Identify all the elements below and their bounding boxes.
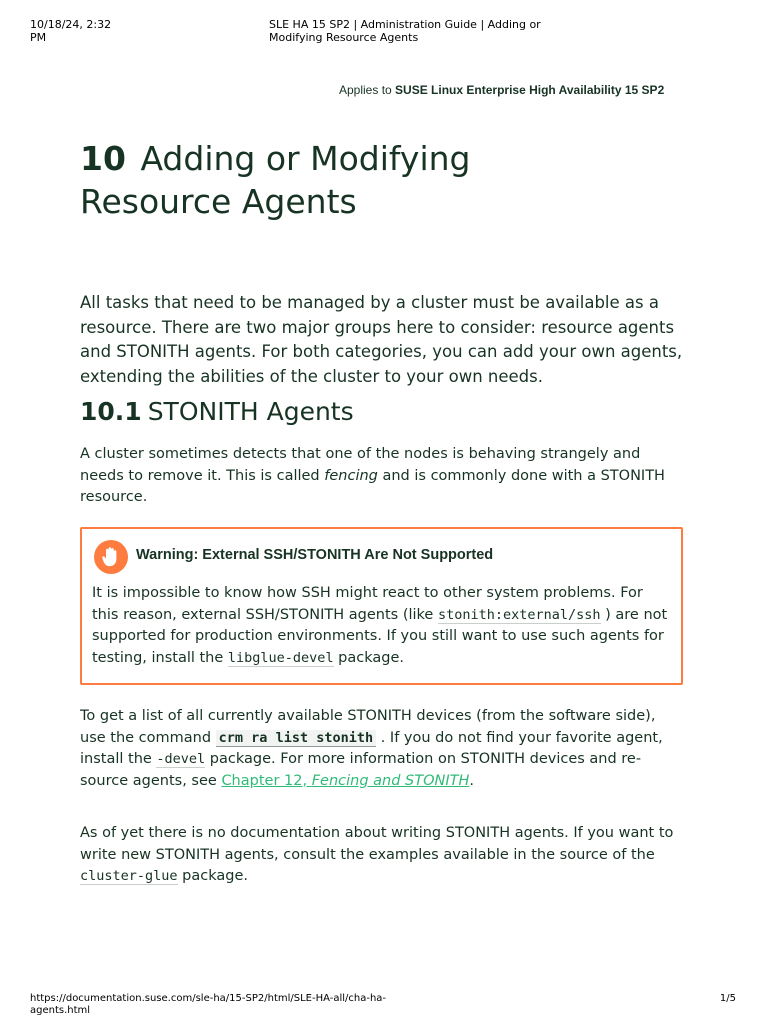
stonith-list-text-2: . If you do not find your favorite agent, install the <box>80 729 663 767</box>
hand-stop-icon <box>94 540 128 574</box>
warning-text-1: It is impossible to know how SSH might react to other system problems. For this reason, external SSH/STONITH agents (like <box>92 585 643 623</box>
fencing-text-2: and is commonly done with a STONITH resource. <box>80 467 665 505</box>
devel-code: -devel <box>156 751 206 767</box>
section-number: 10.1 <box>80 397 142 426</box>
stonith-list-text-3: package. For more information on STONITH devices and re- source agents, see <box>80 751 642 789</box>
applies-to-prefix: Applies to <box>339 83 392 97</box>
stonith-list-text-4: . <box>469 772 475 789</box>
print-date: 10/18/24, 2:32 PM <box>30 18 112 44</box>
print-page-number: 1/5 <box>719 993 736 1004</box>
crm-command: crm ra list stonith <box>216 730 376 747</box>
fencing-term: fencing <box>324 467 378 484</box>
section-title-text: STONITH Agents <box>147 397 354 426</box>
chapter-intro: All tasks that need to be managed by a cluster must be available as a resource. There are two major groups here to consider: resource agents and STONITH agents. For both categories, you can add your own agents, extending the abilities of the cluster to your own needs. <box>80 293 683 386</box>
warning-body <box>92 583 672 669</box>
chapter-title-text: Adding or Modifying Resource Agents <box>80 139 471 221</box>
link-chapter-number: Chapter 12 <box>221 772 303 789</box>
stonith-list-text-1: To get a list of all currently available STONITH devices (from the software side), use the command <box>80 708 656 746</box>
fencing-text-1: A cluster sometimes detects that one of the nodes is behaving strangely and needs to remove it. This is called <box>80 446 641 484</box>
stonith-list-paragraph <box>80 706 680 792</box>
libglue-devel-code: libglue-devel <box>227 649 334 666</box>
warning-text-3: package. <box>333 649 405 666</box>
writing-agents-text-2: package. <box>177 868 248 884</box>
print-page-title: SLE HA 15 SP2 | Administration Guide | Adding or Modifying Resource Agents <box>269 18 541 44</box>
section-title <box>80 395 354 429</box>
warning-title: Warning: External SSH/STONITH Are Not Supported <box>136 547 494 563</box>
writing-agents-paragraph <box>80 823 680 888</box>
applies-to-product: SUSE Linux Enterprise High Availability 15 SP2 <box>395 83 665 97</box>
link-chapter-title: Fencing and STONITH <box>311 772 470 789</box>
fencing-chapter-link[interactable]: Chapter 12, Fencing and STONITH <box>221 772 470 789</box>
stonith-ssh-code: stonith:external/ssh <box>437 606 601 623</box>
print-url: https://documentation.suse.com/sle-ha/15-SP2/html/SLE-HA-all/cha-ha-agents.html <box>30 993 387 1016</box>
writing-agents-text-1: As of yet there is no documentation about writing STONITH agents. If you want to write new STONITH agents, consult the examples available in the source of the <box>80 825 674 863</box>
cluster-glue-code: cluster-glue <box>80 868 178 884</box>
chapter-title <box>80 137 500 223</box>
warning-admonition <box>80 527 683 685</box>
chapter-number: 10 <box>80 139 126 178</box>
applies-to <box>339 83 669 98</box>
fencing-paragraph <box>80 444 680 509</box>
warning-text-2: ) are not supported for production environments. If you still want to use such agents for testing, install the <box>92 606 668 666</box>
